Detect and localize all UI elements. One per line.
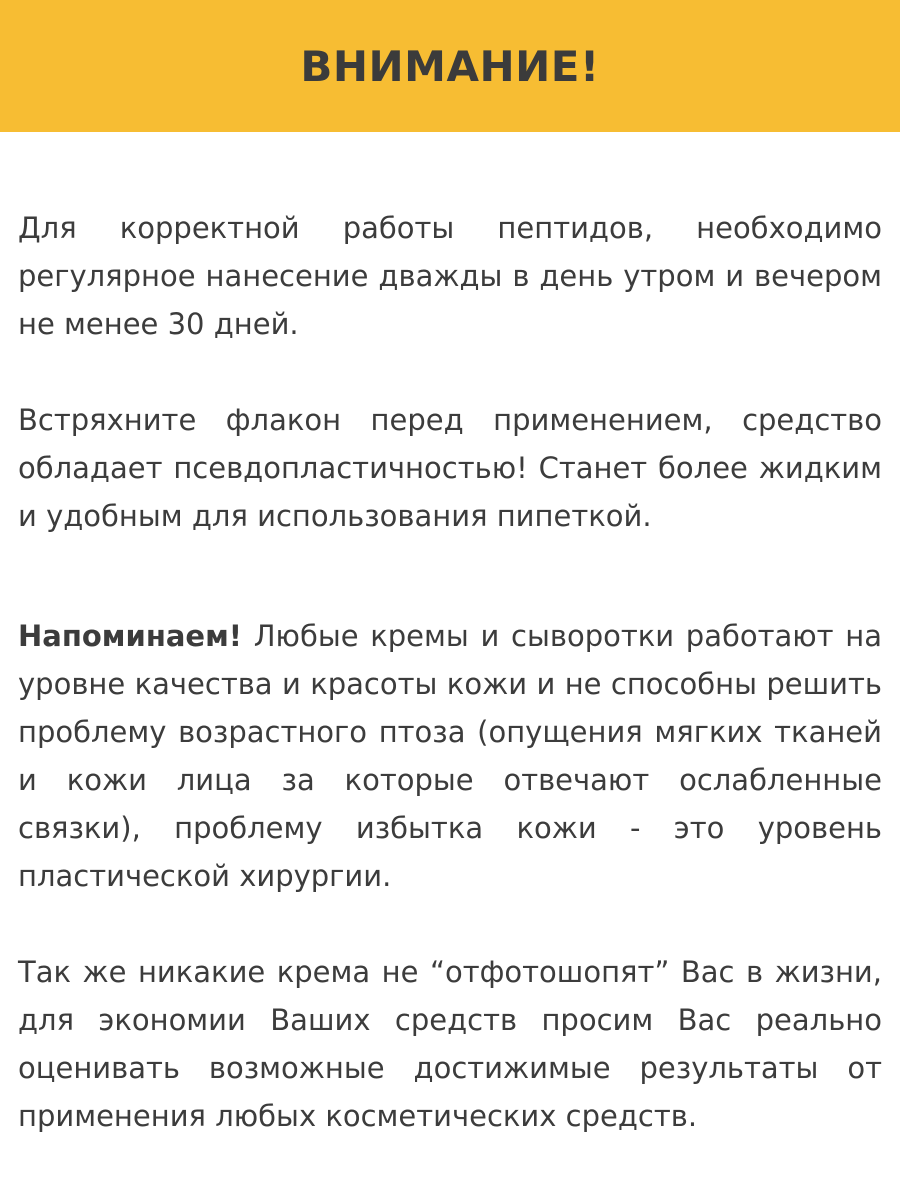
reminder-text: Любые кремы и сыворотки работают на уровне качества и красоты кожи и не способны решить проблему возрастного птоза (опущения мягких тканей и кожи лица за которые отвечают ослабленные связки), проблему избытка кожи - это уровень пластической хирургии. — [18, 619, 882, 893]
header-title: ВНИМАНИЕ! — [300, 41, 600, 91]
reminder-label: Напоминаем! — [18, 619, 243, 653]
paragraph-shake: Встряхните флакон перед применением, средство обладает псевдопластичностью! Станет более жидким и удобным для использования пипеткой. — [18, 403, 882, 533]
paragraph-reminder — [18, 612, 882, 900]
notice-content — [0, 204, 900, 1140]
paragraph-usage: Для корректной работы пептидов, необходимо регулярное нанесение дважды в день утром и вечером не менее 30 дней. — [18, 211, 882, 341]
warning-header — [0, 0, 900, 132]
paragraph-expectations: Так же никакие крема не “отфотошопят” Вас в жизни, для экономии Ваших средств просим Вас реально оценивать возможные достижимые результаты от применения любых косметических средств. — [18, 955, 882, 1133]
